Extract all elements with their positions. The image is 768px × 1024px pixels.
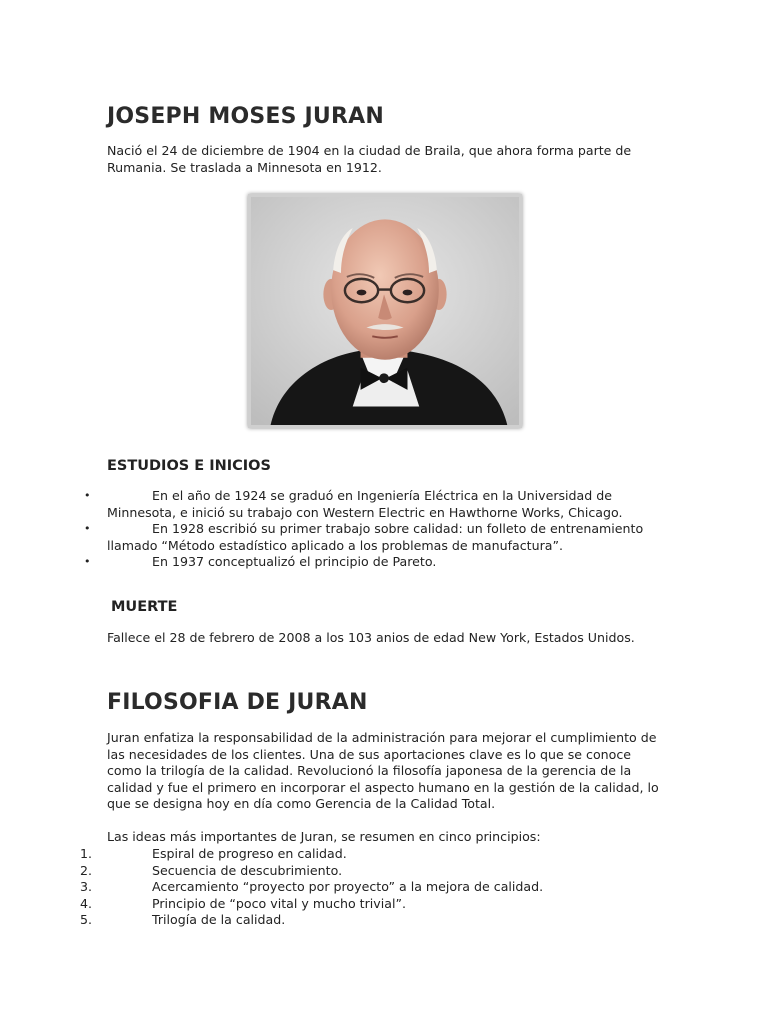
- list-item: [0, 912, 667, 929]
- intro-paragraph: Nació el 24 de diciembre de 1904 en la ciudad de Braila, que ahora forma parte de Rumania. Se traslada a Minnesota en 1912.: [107, 143, 632, 175]
- section-heading-death: MUERTE: [111, 599, 178, 615]
- list-number: 5.: [80, 912, 93, 927]
- portrait-photo: [248, 194, 522, 428]
- principles-list: [0, 846, 667, 929]
- list-number: 2.: [80, 862, 93, 878]
- bullet-marker: •: [84, 522, 91, 535]
- list-item-text: En 1937 conceptualizó el principio de Pareto.: [152, 554, 437, 569]
- list-item-text: Secuencia de descubrimiento.: [152, 862, 343, 878]
- list-item-text: Espiral de progreso en calidad.: [152, 846, 347, 861]
- portrait-image: [251, 197, 519, 425]
- philosophy-title: FILOSOFIA DE JURAN: [107, 690, 368, 715]
- list-number: 3.: [80, 879, 93, 894]
- list-item: [0, 846, 667, 863]
- list-item-text: En 1928 escribió su primer trabajo sobre calidad: un folleto de entrenamiento llamado “Método estadístico aplicado a los problemas de manufactura”.: [107, 521, 644, 553]
- list-item: [0, 863, 667, 880]
- philosophy-paragraph: Juran enfatiza la responsabilidad de la administración para mejorar el cumplimiento de las necesidades de los clientes. Una de sus aportaciones clave es lo que se conoce como la trilogía de la calidad. Revolucionó la filosofía japonesa de la gerencia de la calidad y fue el primero en incorporar el aspecto humano en la gestión de la calidad, lo que se designa hoy en día como Gerencia de la Calidad Total.: [107, 730, 659, 811]
- list-item-text: En el año de 1924 se graduó en Ingeniería Eléctrica en la Universidad de Minnesota, e inició su trabajo con Western Electric en Hawthorne Works, Chicago.: [107, 488, 623, 520]
- list-item-text: Trilogía de la calidad.: [152, 912, 286, 927]
- principles-intro: Las ideas más importantes de Juran, se resumen en cinco principios:: [107, 829, 541, 844]
- list-item: [0, 521, 667, 554]
- list-item: [0, 488, 667, 521]
- studies-list: [0, 488, 667, 571]
- list-item-text: Acercamiento “proyecto por proyecto” a la mejora de calidad.: [152, 879, 544, 894]
- section-heading-studies: ESTUDIOS E INICIOS: [107, 458, 271, 474]
- page-title: JOSEPH MOSES JURAN: [107, 104, 384, 129]
- list-item: [0, 554, 667, 571]
- list-number: 4.: [80, 895, 93, 911]
- death-paragraph: Fallece el 28 de febrero de 2008 a los 103 anios de edad New York, Estados Unidos.: [107, 630, 635, 645]
- list-number: 1.: [80, 846, 93, 861]
- list-item: [0, 879, 667, 896]
- list-item: [0, 896, 667, 913]
- bullet-marker: •: [84, 489, 91, 502]
- bullet-marker: •: [84, 555, 91, 568]
- list-item-text: Principio de “poco vital y mucho trivial”.: [152, 895, 406, 911]
